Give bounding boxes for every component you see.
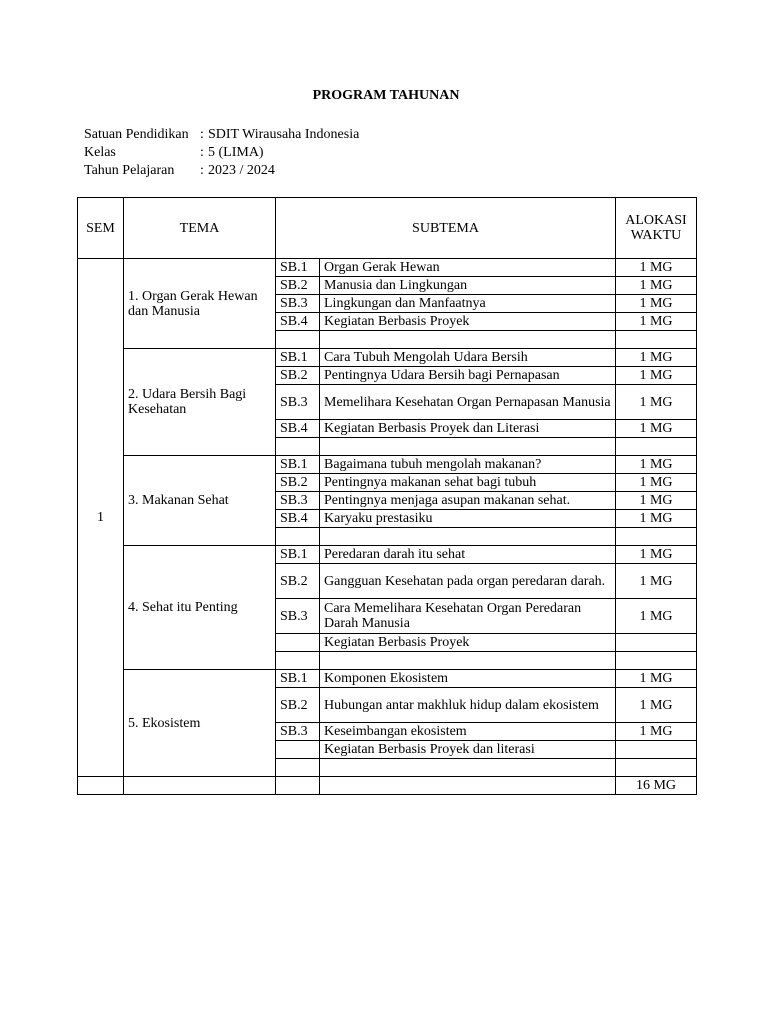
table-row [78, 670, 697, 688]
subtema-code-cell: SB.1 [276, 546, 320, 564]
header-subtema: SUBTEMA [276, 198, 616, 259]
subtema-name-cell: Keseimbangan ekosistem [320, 723, 616, 741]
alokasi-waktu-cell: 1 MG [616, 259, 697, 277]
subtema-name-cell: Bagaimana tubuh mengolah makanan? [320, 456, 616, 474]
table-body [78, 259, 697, 795]
meta-value: SDIT Wirausaha Indonesia [208, 127, 360, 142]
meta-label: Kelas [84, 145, 116, 160]
meta-separator: : [200, 145, 204, 160]
subtema-code-cell: SB.1 [276, 456, 320, 474]
subtema-name-cell: Kegiatan Berbasis Proyek [320, 634, 616, 652]
header-alokasi-line1: ALOKASI [625, 213, 687, 228]
program-tahunan-table [77, 197, 697, 795]
subtema-code-cell: SB.4 [276, 313, 320, 331]
table-row [78, 456, 697, 474]
alokasi-waktu-cell [616, 634, 697, 652]
alokasi-waktu-cell: 1 MG [616, 313, 697, 331]
alokasi-waktu-cell [616, 331, 697, 349]
subtema-code-cell: SB.3 [276, 492, 320, 510]
document-title: PROGRAM TAHUNAN [312, 88, 460, 103]
subtema-name-cell [320, 652, 616, 670]
alokasi-waktu-cell: 1 MG [616, 349, 697, 367]
subtema-name-cell: Organ Gerak Hewan [320, 259, 616, 277]
alokasi-waktu-cell: 1 MG [616, 688, 697, 723]
tema-cell: 5. Ekosistem [124, 670, 276, 777]
meta-label: Tahun Pelajaran [84, 163, 175, 178]
alokasi-waktu-cell: 1 MG [616, 385, 697, 420]
subtema-name-cell: Kegiatan Berbasis Proyek [320, 313, 616, 331]
subtema-code-cell [276, 759, 320, 777]
table-header-row [78, 198, 697, 259]
alokasi-waktu-cell [616, 741, 697, 759]
subtema-code-cell: SB.3 [276, 599, 320, 634]
subtema-name-cell: Karyaku prestasiku [320, 510, 616, 528]
subtema-code-cell: SB.2 [276, 367, 320, 385]
tema-cell: 2. Udara Bersih Bagi Kesehatan [124, 349, 276, 456]
total-alokasi-cell: 16 MG [616, 777, 697, 795]
alokasi-waktu-cell [616, 438, 697, 456]
meta-value: 5 (LIMA) [208, 145, 264, 160]
meta-row-kelas [84, 144, 359, 162]
subtema-name-cell: Peredaran darah itu sehat [320, 546, 616, 564]
alokasi-waktu-cell: 1 MG [616, 456, 697, 474]
subtema-code-cell [276, 634, 320, 652]
subtema-code-cell [276, 741, 320, 759]
semester-cell: 1 [78, 259, 124, 777]
subtema-name-cell: Pentingnya Udara Bersih bagi Pernapasan [320, 367, 616, 385]
alokasi-waktu-cell: 1 MG [616, 492, 697, 510]
subtema-code-cell [276, 331, 320, 349]
header-tema: TEMA [124, 198, 276, 259]
subtema-name-cell: Komponen Ekosistem [320, 670, 616, 688]
alokasi-waktu-cell: 1 MG [616, 723, 697, 741]
subtema-code-cell: SB.4 [276, 510, 320, 528]
subtema-name-cell [320, 759, 616, 777]
meta-separator: : [200, 127, 204, 142]
alokasi-waktu-cell: 1 MG [616, 474, 697, 492]
subtema-code-cell: SB.4 [276, 420, 320, 438]
header-sem: SEM [78, 198, 124, 259]
subtema-name-cell: Manusia dan Lingkungan [320, 277, 616, 295]
subtema-name-cell: Lingkungan dan Manfaatnya [320, 295, 616, 313]
tema-cell: 3. Makanan Sehat [124, 456, 276, 546]
subtema-code-cell [276, 528, 320, 546]
subtema-name-cell [320, 438, 616, 456]
header-alokasi-line2: WAKTU [630, 228, 682, 243]
subtema-code-cell: SB.3 [276, 295, 320, 313]
subtema-code-cell: SB.3 [276, 723, 320, 741]
subtema-code-cell: SB.2 [276, 564, 320, 599]
subtema-name-cell: Kegiatan Berbasis Proyek dan Literasi [320, 420, 616, 438]
alokasi-waktu-cell: 1 MG [616, 670, 697, 688]
subtema-code-cell: SB.1 [276, 259, 320, 277]
document-meta [84, 126, 359, 180]
meta-row-tahun-pelajaran [84, 162, 359, 180]
alokasi-waktu-cell: 1 MG [616, 599, 697, 634]
subtema-name-cell: Hubungan antar makhluk hidup dalam ekosistem [320, 688, 616, 723]
alokasi-waktu-cell: 1 MG [616, 420, 697, 438]
alokasi-waktu-cell [616, 759, 697, 777]
subtema-code-cell: SB.1 [276, 670, 320, 688]
subtema-name-cell: Cara Memelihara Kesehatan Organ Peredaran Darah Manusia [320, 599, 616, 634]
table-row [78, 349, 697, 367]
alokasi-waktu-cell [616, 652, 697, 670]
tema-cell: 1. Organ Gerak Hewan dan Manusia [124, 259, 276, 349]
subtema-code-cell: SB.3 [276, 385, 320, 420]
alokasi-waktu-cell [616, 528, 697, 546]
total-row-empty-cell [124, 777, 276, 795]
subtema-code-cell: SB.2 [276, 277, 320, 295]
subtema-code-cell [276, 438, 320, 456]
total-row-empty-cell [320, 777, 616, 795]
subtema-name-cell: Pentingnya menjaga asupan makanan sehat. [320, 492, 616, 510]
total-row [78, 777, 697, 795]
alokasi-waktu-cell: 1 MG [616, 510, 697, 528]
subtema-name-cell: Cara Tubuh Mengolah Udara Bersih [320, 349, 616, 367]
subtema-code-cell: SB.1 [276, 349, 320, 367]
alokasi-waktu-cell: 1 MG [616, 564, 697, 599]
subtema-name-cell: Memelihara Kesehatan Organ Pernapasan Manusia [320, 385, 616, 420]
alokasi-waktu-cell: 1 MG [616, 367, 697, 385]
subtema-name-cell: Pentingnya makanan sehat bagi tubuh [320, 474, 616, 492]
meta-separator: : [200, 163, 204, 178]
tema-cell: 4. Sehat itu Penting [124, 546, 276, 670]
subtema-name-cell [320, 331, 616, 349]
header-alokasi-waktu [616, 198, 697, 259]
meta-row-satuan-pendidikan [84, 126, 359, 144]
subtema-name-cell [320, 528, 616, 546]
subtema-code-cell: SB.2 [276, 688, 320, 723]
alokasi-waktu-cell: 1 MG [616, 546, 697, 564]
table-row [78, 546, 697, 564]
meta-label: Satuan Pendidikan [84, 127, 189, 142]
subtema-name-cell: Kegiatan Berbasis Proyek dan literasi [320, 741, 616, 759]
subtema-name-cell: Gangguan Kesehatan pada organ peredaran darah. [320, 564, 616, 599]
subtema-code-cell [276, 652, 320, 670]
subtema-code-cell: SB.2 [276, 474, 320, 492]
total-row-empty-cell [78, 777, 124, 795]
table-row [78, 259, 697, 277]
alokasi-waktu-cell: 1 MG [616, 295, 697, 313]
alokasi-waktu-cell: 1 MG [616, 277, 697, 295]
meta-value: 2023 / 2024 [208, 163, 275, 178]
total-row-empty-cell [276, 777, 320, 795]
